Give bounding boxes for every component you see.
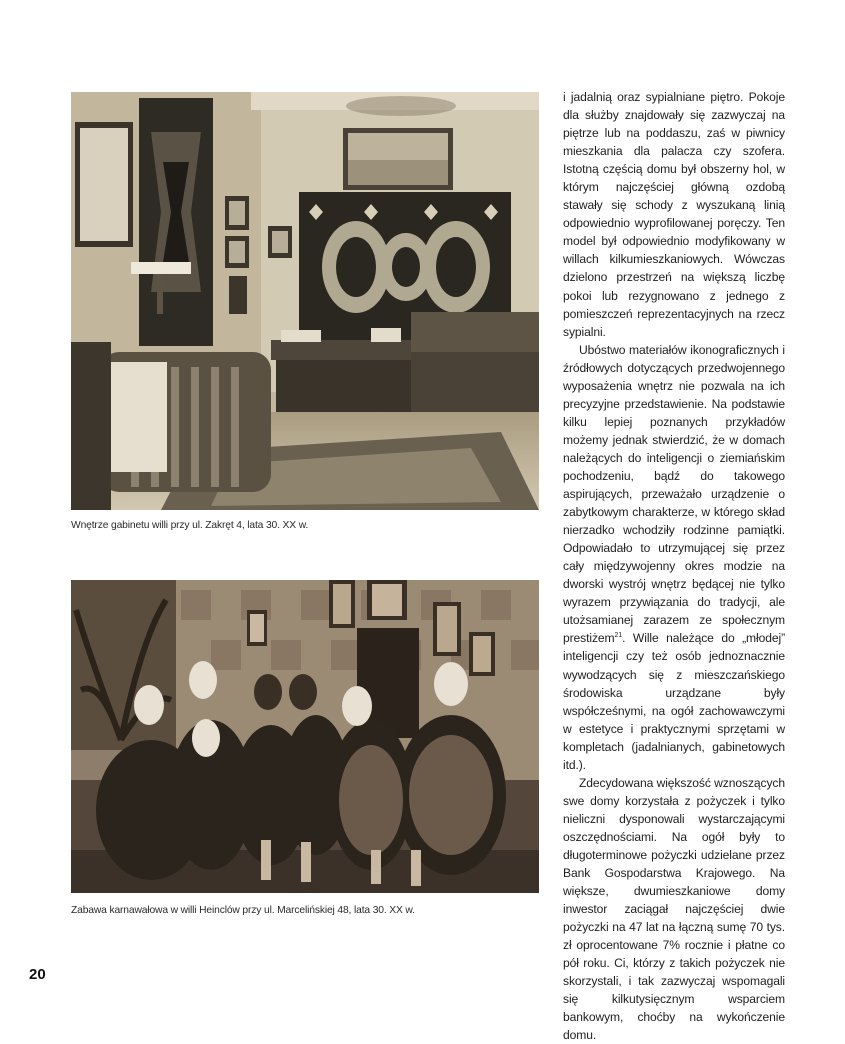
study-interior-image bbox=[71, 92, 539, 510]
page-number: 20 bbox=[29, 966, 46, 983]
photo-study-interior bbox=[71, 92, 539, 510]
footnote-ref-21: 21 bbox=[614, 632, 623, 640]
carnival-party-image bbox=[71, 580, 539, 893]
text-column bbox=[563, 88, 785, 1044]
paragraph-2-part-2: . Wille należące do „młodej” inteligencji czy też osób jednoznacznie wywodzących się z mieszczańskiego środowiska urządzane były współcześnymi, na ogół zachowawczymi w estetyce i praktycznymi sprzętami w kompletach (jadalnianych, gabinetowych itd.). bbox=[563, 631, 785, 772]
paragraph-3: Zdecydowana większość wznoszących swe domy korzystała z pożyczek i tylko nieliczni dysponowali wystarczającymi oszczędnościami. Na ogół były to długoterminowe pożyczki udzielane przez Bank Gospodarstwa Krajowego. Na większe, dwumieszkaniowe domy inwestor zaciągał najczęściej dwie pożyczki na 47 lat na łączną sumę 70 tys. zł oprocentowane 7% rocznie i płatne co pół roku. Ci, którzy z takich pożyczek nie skorzystali, i tak zazwyczaj wspomagali się kilkutysięcznym wsparciem bankowym, choćby na wykończenie domu. bbox=[563, 775, 785, 1043]
photo-carnival-party bbox=[71, 580, 539, 893]
figure-caption-1: Wnętrze gabinetu willi przy ul. Zakręt 4, lata 30. XX w. bbox=[71, 520, 309, 531]
paragraph-2-part-1: Ubóstwo materiałów ikonograficznych i źródłowych dotyczących przedwojennego wyposażenia wnętrz nie pozwala na ich precyzyjne przedstawienie. Na podstawie kilku lepiej poznanych przykładów możemy jednak stwierdzić, że w domach należących do inteligencji o ziemiańskim pochodzeniu, bądź do takowego aspirujących, przeważało urządzenie o zabytkowym charakterze, w którego skład nierzadko wchodziły rodzinne pamiątki. Odpowiadało to utrzymującej się przez cały międzywojenny okres modzie na dworski wystrój wnętrz będącej nie tylko wyrazem przywiązania do tradycji, ale utożsamianej zarazem ze społecznym prestiżem bbox=[563, 342, 785, 646]
figure-caption-2: Zabawa karnawałowa w willi Heinclów przy ul. Marcelińskiej 48, lata 30. XX w. bbox=[71, 905, 415, 916]
paragraph-2 bbox=[563, 341, 785, 774]
paragraph-1: i jadalnią oraz sypialniane piętro. Pokoje dla służby znajdowały się zazwyczaj na piętrze lub na poddaszu, zaś w piwnicy mieszkania dla palacza czy szofera. Istotną częścią domu był obszerny hol, w którym najczęściej główną ozdobą stawały się schody z wyszukaną linią odpowiednio wyprofilowanej poręczy. Ten model był odpowiednio modyfikowany w willach kilkumieszkaniowych. Wówczas dzielono przestrzeń na większą liczbę pokoi lub rezygnowano z jednego z pomieszczeń reprezentacyjnych na rzecz sypialni. bbox=[563, 90, 785, 339]
